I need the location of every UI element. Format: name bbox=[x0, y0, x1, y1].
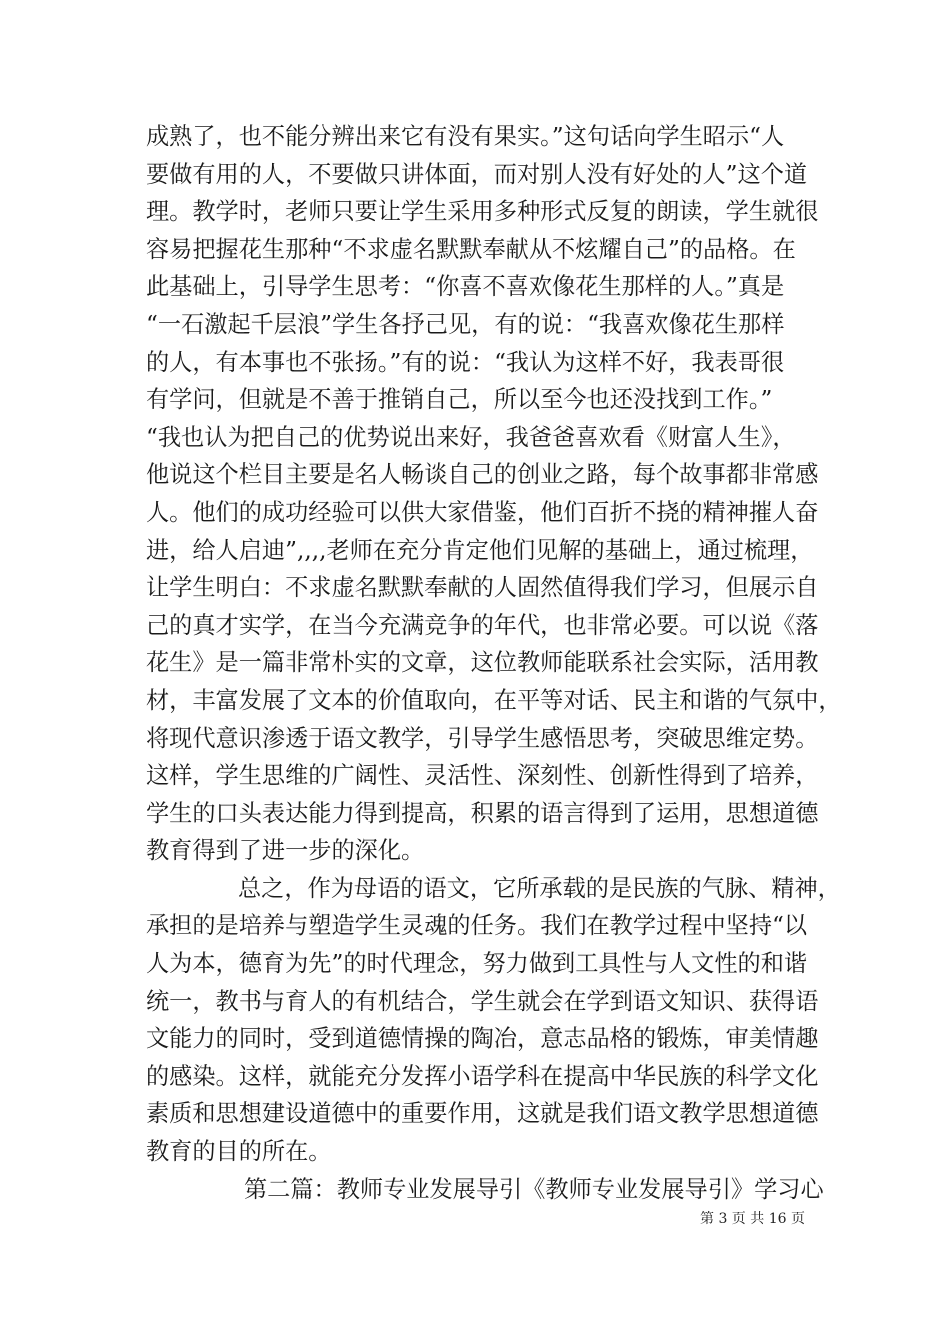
text-line: 材，丰富发展了文本的价值取向，在平等对话、民主和谐的气氛中， bbox=[146, 686, 842, 714]
page-number-footer: 第 3 页 共 16 页 bbox=[700, 1211, 805, 1227]
text-line: 成熟了，也不能分辨出来它有没有果实。”这句话向学生昭示“人 bbox=[146, 123, 785, 150]
text-line: 此基础上，引导学生思考：“你喜不喜欢像花生那样的人。”真是 bbox=[146, 273, 785, 301]
text-line: 人。他们的成功经验可以供大家借鉴，他们百折不挠的精神摧人奋 bbox=[146, 498, 819, 526]
text-line: 理。教学时，老师只要让学生采用多种形式反复的朗读，学生就很 bbox=[146, 198, 819, 226]
text-line: 教育得到了进一步的深化。 bbox=[146, 837, 425, 865]
text-line: 文能力的同时，受到道德情操的陶冶，意志品格的锻炼，审美情趣 bbox=[146, 1025, 819, 1053]
text-line: 教育的目的所在。 bbox=[146, 1138, 332, 1166]
text-line: “一石激起千层浪”学生各抒己见，有的说：“我喜欢像花生那样 bbox=[146, 310, 785, 338]
text-line: 容易把握花生那种“不求虚名默默奉献从不炫耀自己”的品格。在 bbox=[146, 235, 796, 263]
text-line: 人为本，德育为先”的时代理念，努力做到工具性与人文性的和谐 bbox=[146, 950, 808, 978]
text-line: 有学问，但就是不善于推销自己，所以至今也还没找到工作。” bbox=[146, 386, 773, 414]
text-line: 素质和思想建设道德中的重要作用，这就是我们语文教学思想道德 bbox=[146, 1100, 819, 1128]
text-line: 要做有用的人，不要做只讲体面，而对别人没有好处的人”这个道 bbox=[146, 160, 808, 188]
text-line: 将现代意识渗透于语文教学，引导学生感悟思考，突破思维定势。 bbox=[146, 724, 819, 752]
text-line: 让学生明白：不求虚名默默奉献的人固然值得我们学习，但展示自 bbox=[146, 574, 819, 602]
text-line: 他说这个栏目主要是名人畅谈自己的创业之路，每个故事都非常感 bbox=[146, 461, 819, 489]
section-heading-line: 第二篇：教师专业发展导引《教师专业发展导引》学习心 bbox=[244, 1175, 824, 1203]
text-line: 进，给人启迪”,,,,老师在充分肯定他们见解的基础上，通过梳理， bbox=[146, 536, 814, 564]
text-line: 花生》是一篇非常朴实的文章，这位教师能联系社会实际，活用教 bbox=[146, 649, 819, 677]
text-line: 统一，教书与育人的有机结合，学生就会在学到语文知识、获得语 bbox=[146, 987, 819, 1015]
paragraph-start-line: 总之，作为母语的语文，它所承载的是民族的气脉、精神， bbox=[238, 874, 841, 902]
text-line: 学生的口头表达能力得到提高，积累的语言得到了运用，思想道德 bbox=[146, 799, 819, 827]
text-line: 承担的是培养与塑造学生灵魂的任务。我们在教学过程中坚持“以 bbox=[146, 912, 808, 940]
text-line: 的感染。这样，就能充分发挥小语学科在提高中华民族的科学文化 bbox=[146, 1062, 819, 1090]
document-body bbox=[146, 118, 842, 1208]
text-line: “我也认为把自己的优势说出来好，我爸爸喜欢看《财富人生》， bbox=[146, 423, 796, 451]
text-line: 这样，学生思维的广阔性、灵活性、深刻性、创新性得到了培养， bbox=[146, 762, 819, 790]
text-line: 的人，有本事也不张扬。”有的说：“我认为这样不好，我表哥很 bbox=[146, 348, 785, 376]
text-line: 己的真才实学，在当今充满竞争的年代，也非常必要。可以说《落 bbox=[146, 611, 819, 639]
